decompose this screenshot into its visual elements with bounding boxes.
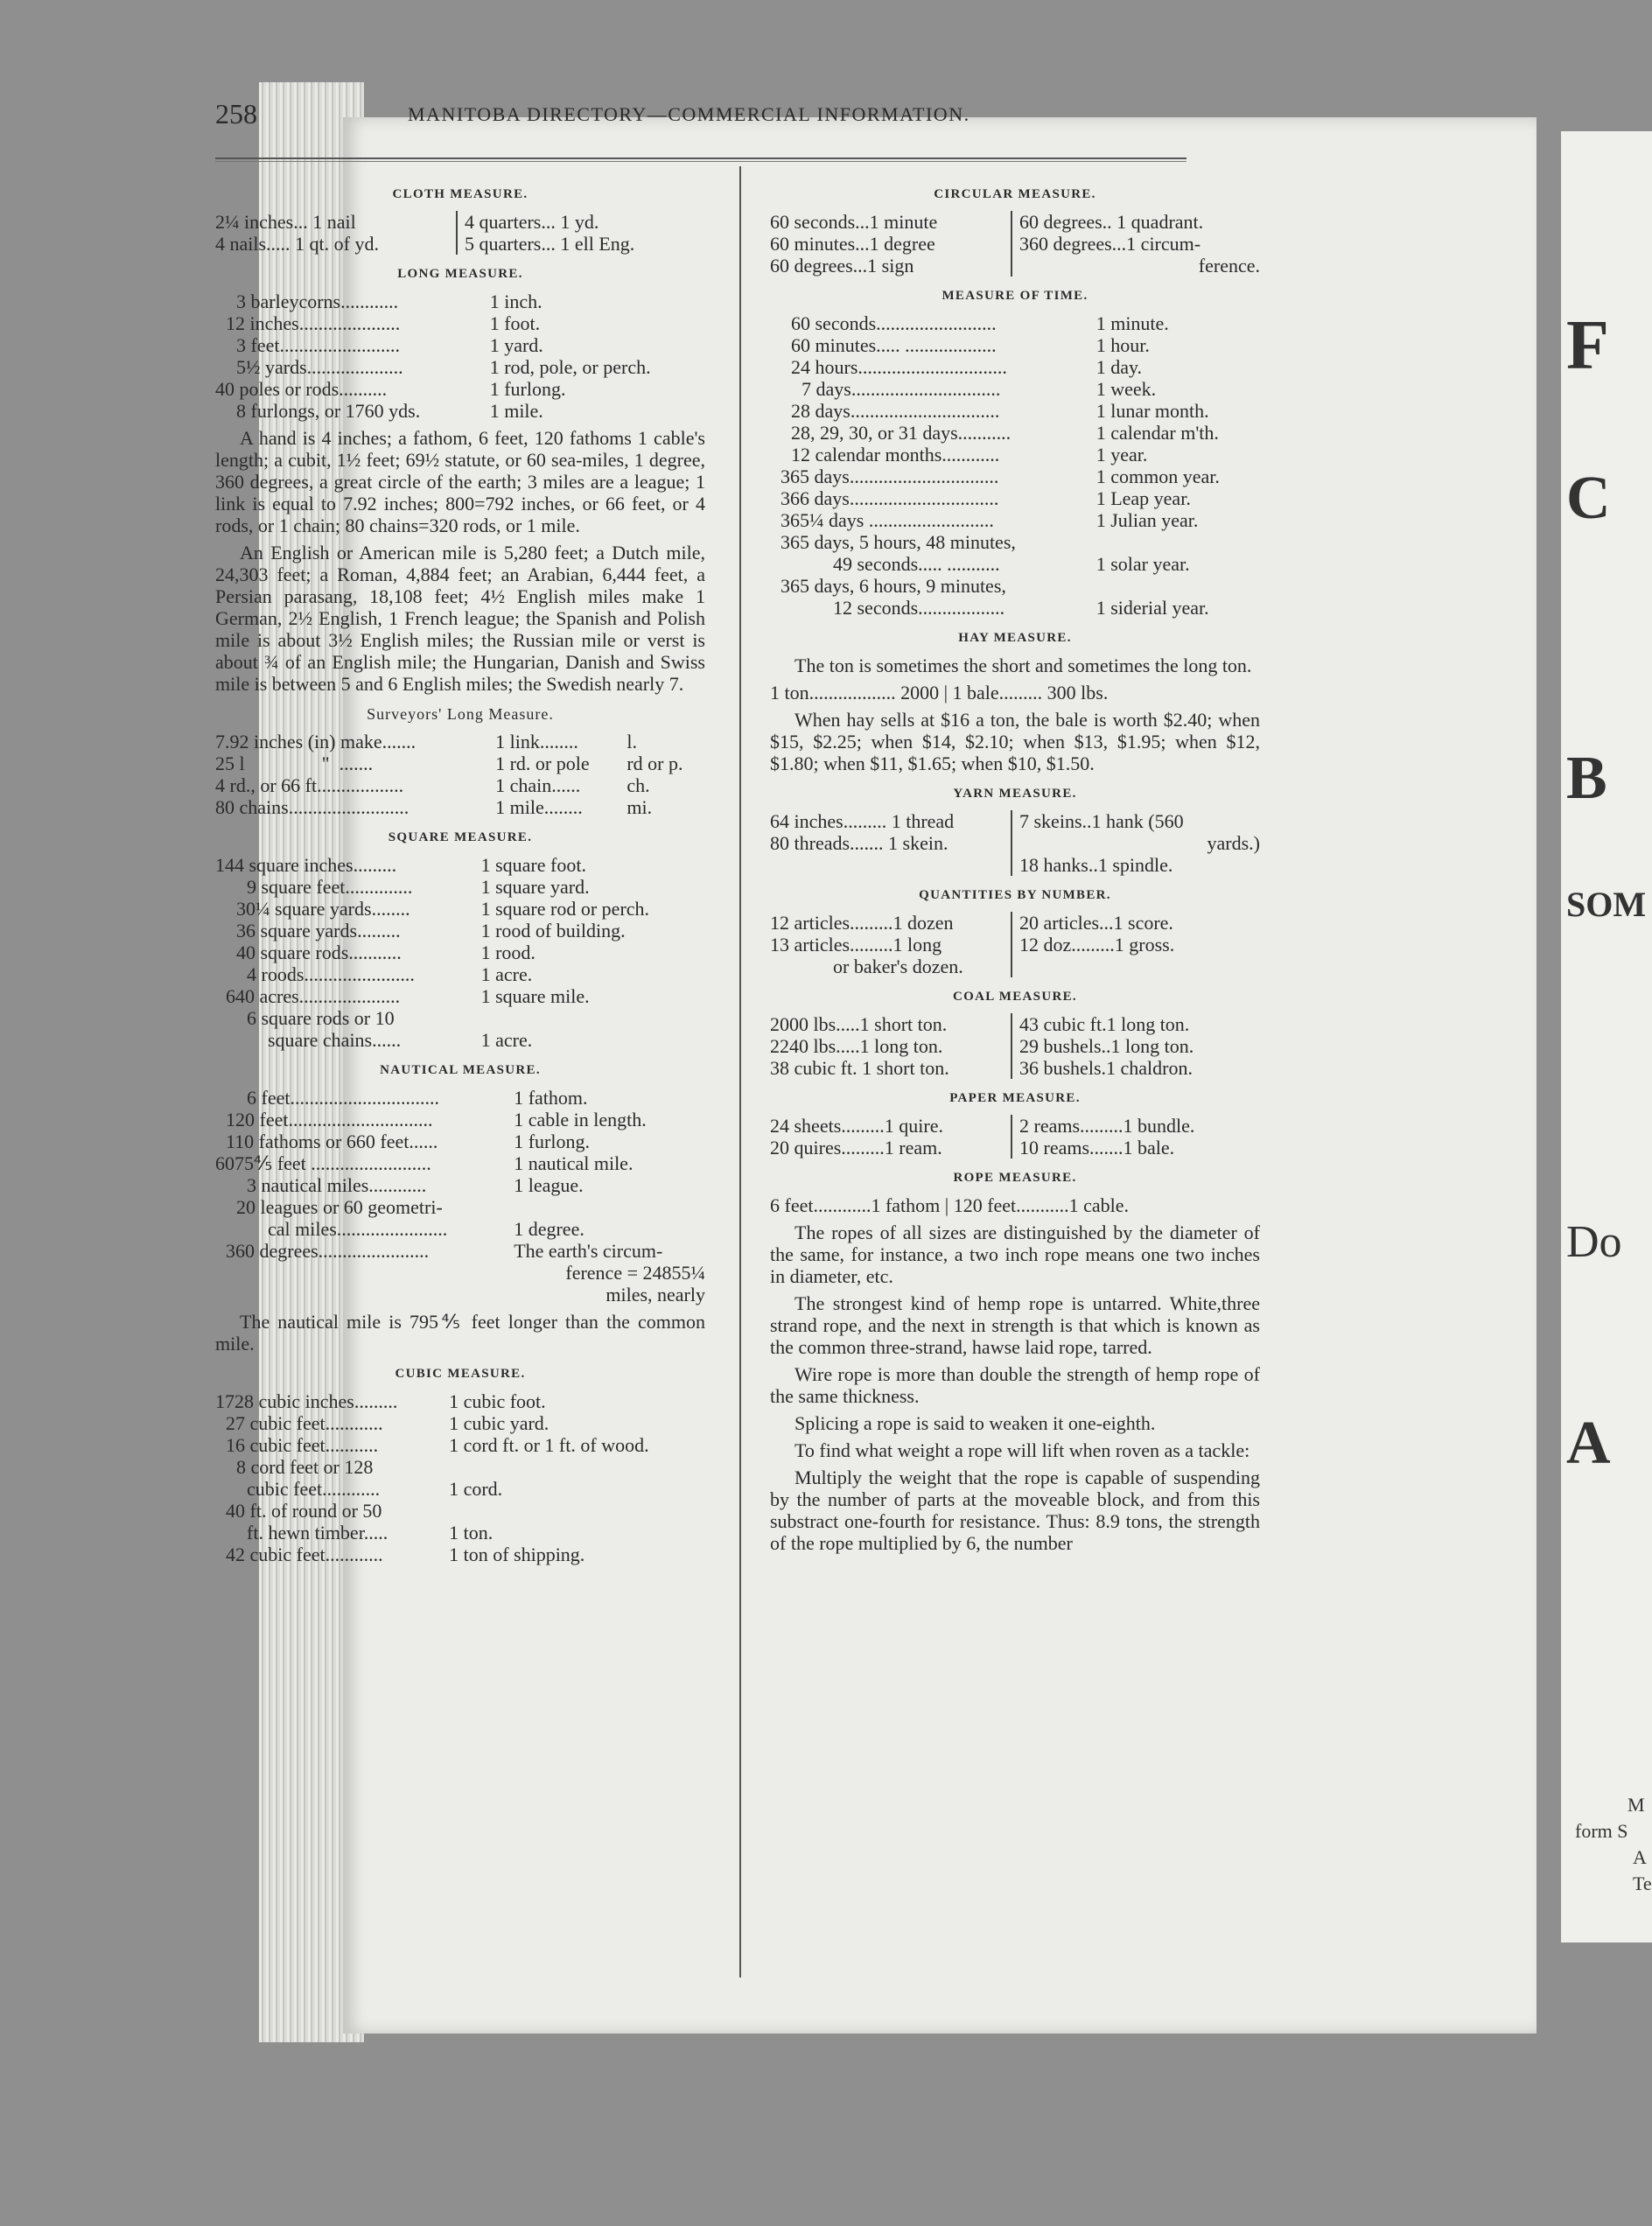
cell: 3 barleycorns............ <box>236 290 399 312</box>
table-row <box>215 1390 705 1412</box>
cell: 5½ yards.................... <box>236 356 403 378</box>
cell: 1 siderial year. <box>1096 597 1209 619</box>
section-heading: HAY MEASURE. <box>958 631 1072 645</box>
cell: 7.92 inches (in) make....... <box>215 731 416 752</box>
cell: 25 l " ....... <box>215 752 374 774</box>
cell: 30¼ square yards........ <box>236 898 410 920</box>
cell <box>514 1196 705 1218</box>
table-row <box>215 1196 705 1218</box>
cell: 1 acre. <box>480 1029 533 1051</box>
table-row <box>215 942 705 963</box>
measure-line: 43 cubic ft.1 long ton. <box>1019 1013 1190 1035</box>
cell: 365 days............................... <box>780 466 999 487</box>
cell <box>1096 575 1260 597</box>
cell: 366 days............................... <box>780 487 999 509</box>
measure-line: 360 degrees...1 circum- <box>1019 233 1201 255</box>
measure-line: 4 quarters... 1 yd. <box>465 211 599 233</box>
cell: 1 link........ <box>495 731 578 752</box>
cell: 4 roods....................... <box>247 963 415 985</box>
table-row <box>770 444 1260 466</box>
facing-fragment: A <box>1566 1410 1611 1477</box>
page-number: 258 <box>215 98 257 130</box>
facing-fragment: C <box>1566 465 1611 532</box>
measure-line: 2¼ inches... 1 nail <box>215 211 356 233</box>
measure-line: 2000 lbs.....1 short ton. <box>770 1013 948 1035</box>
long-measure-table <box>215 290 705 422</box>
cell: 49 seconds..... ........... <box>833 553 1000 575</box>
table-row <box>770 334 1260 356</box>
cell: 1728 cubic inches......... <box>215 1390 398 1412</box>
cell: 36 square yards......... <box>236 920 401 942</box>
cell: 1 lunar month. <box>1096 400 1209 422</box>
table-row <box>215 898 705 920</box>
paragraph: To find what weight a rope will lift when roven as a tackle: <box>794 1439 1250 1461</box>
cell: 365 days, 5 hours, 48 minutes, <box>780 531 1016 553</box>
cell: 120 feet.............................. <box>226 1109 433 1130</box>
measure-line: 12 doz.........1 gross. <box>1019 934 1175 956</box>
measure-line: 29 bushels..1 long ton. <box>1019 1035 1194 1057</box>
cell: 6 square rods or 10 <box>247 1007 395 1029</box>
cell <box>1096 531 1260 553</box>
table-row <box>770 531 1260 553</box>
cell <box>449 1500 705 1522</box>
section-heading: CIRCULAR MEASURE. <box>934 187 1096 201</box>
cell: 16 cubic feet........... <box>226 1434 379 1456</box>
measure-line: or baker's dozen. <box>833 956 963 977</box>
header-rule <box>215 158 1186 162</box>
cell: 12 seconds.................. <box>833 597 1005 619</box>
cell: 28 days............................... <box>791 400 1000 422</box>
cell: 1 rood of building. <box>480 920 626 942</box>
measure-line: ference. <box>1198 255 1260 276</box>
page-header <box>215 98 1186 133</box>
cell: ference = 24855¼ <box>565 1262 705 1284</box>
cell: 42 cubic feet............ <box>226 1544 383 1565</box>
cell: rd or p. <box>626 752 683 774</box>
cell: 6 feet............................... <box>247 1087 439 1109</box>
cell: 60 seconds......................... <box>791 312 997 334</box>
cell: 1 common year. <box>1096 466 1220 487</box>
section-heading: CLOTH MEASURE. <box>392 187 528 201</box>
cell: 24 hours............................... <box>791 356 1007 378</box>
paragraph: When hay sells at $16 a ton, the bale is worth $2.40; when $15, $2.25; when $14, $2.10; when $13, $1.95; when $12, $1.80; when $11, $1.65; when $10, $1.50. <box>770 709 1260 774</box>
cell: 80 chains......................... <box>215 796 410 818</box>
cell: 1 Julian year. <box>1096 509 1199 531</box>
facing-fragment: A <box>1633 1846 1647 1868</box>
measure-line: 60 seconds...1 minute <box>770 211 938 233</box>
section-heading: QUANTITIES BY NUMBER. <box>919 888 1111 902</box>
table-row <box>215 1109 705 1130</box>
cell: 365¼ days .......................... <box>780 509 994 531</box>
cell: 20 leagues or 60 geometri- <box>236 1196 443 1218</box>
measure-line: 64 inches......... 1 thread <box>770 810 955 832</box>
table-row <box>770 487 1260 509</box>
table-row <box>770 553 1260 575</box>
table-row <box>215 1412 705 1434</box>
cell: 3 feet......................... <box>236 334 400 356</box>
cell: miles, nearly <box>606 1284 705 1306</box>
cell: 1 rd. or pole <box>495 752 590 774</box>
cell: 1 day. <box>1096 356 1143 378</box>
cell: 1 minute. <box>1096 312 1169 334</box>
paragraph: Splicing a rope is said to weaken it one-eighth. <box>794 1412 1156 1434</box>
table-row <box>770 509 1260 531</box>
measure-line: 2 reams.........1 bundle. <box>1019 1115 1195 1137</box>
cell <box>449 1456 705 1478</box>
measure-line: 2240 lbs.....1 long ton. <box>770 1035 943 1057</box>
table-row <box>215 1087 705 1109</box>
cell: 1 rood. <box>480 942 536 963</box>
cell: 1 calendar m'th. <box>1096 422 1219 444</box>
cell: 1 ton. <box>449 1522 494 1544</box>
cell: 1 cubic yard. <box>449 1412 550 1434</box>
surveyors-table <box>215 731 705 818</box>
cell: 144 square inches......... <box>215 854 397 876</box>
paragraph: Wire rope is more than double the strength of hemp rope of the same thickness. <box>770 1363 1260 1407</box>
facing-fragment: F <box>1566 307 1609 384</box>
cell: 1 mile........ <box>495 796 583 818</box>
measure-line: yards.) <box>1207 832 1260 854</box>
measure-line: 36 bushels.1 chaldron. <box>1019 1057 1193 1079</box>
cell: 365 days, 6 hours, 9 minutes, <box>780 575 1006 597</box>
measure-line: 60 degrees...1 sign <box>770 255 914 276</box>
cell: 110 fathoms or 660 feet...... <box>226 1130 438 1152</box>
quantities-by-number <box>770 912 1260 977</box>
cell: 1 yard. <box>489 334 543 356</box>
cell: 1 chain...... <box>495 774 581 796</box>
cell: 60 minutes..... ................... <box>791 334 997 356</box>
measure-line: 20 quires.........1 ream. <box>770 1137 942 1158</box>
section-heading: ROPE MEASURE. <box>953 1171 1077 1185</box>
cell: 40 ft. of round or 50 <box>226 1500 382 1522</box>
cell: 1 foot. <box>489 312 541 334</box>
section-heading: LONG MEASURE. <box>397 267 523 281</box>
table-row <box>215 920 705 942</box>
cell: 1 cable in length. <box>514 1109 647 1130</box>
paragraph: The ropes of all sizes are distinguished by the diameter of the same, for instance, a two inch rope means one two inches in diameter, etc. <box>770 1222 1260 1287</box>
cell: cubic feet............ <box>247 1478 381 1500</box>
table-row <box>215 312 705 334</box>
cell: 1 acre. <box>480 963 533 985</box>
section-heading: NAUTICAL MEASURE. <box>380 1063 541 1077</box>
cell: 27 cubic feet............ <box>226 1412 383 1434</box>
facing-fragment: M <box>1628 1794 1645 1816</box>
cell: 1 league. <box>514 1174 584 1196</box>
cell: 1 square mile. <box>480 985 590 1007</box>
table-row <box>770 466 1260 487</box>
table-row <box>770 400 1260 422</box>
cell: 640 acres..................... <box>226 985 401 1007</box>
cell: 1 square foot. <box>480 854 586 876</box>
table-row <box>215 1456 705 1478</box>
coal-measure <box>770 1013 1260 1079</box>
table-row <box>215 876 705 898</box>
cell: 1 square yard. <box>480 876 590 898</box>
table-row <box>215 334 705 356</box>
table-row <box>215 985 705 1007</box>
cell: 1 cord ft. or 1 ft. of wood. <box>449 1434 649 1456</box>
measure-line: 60 minutes...1 degree <box>770 233 935 255</box>
cell <box>481 1007 705 1029</box>
table-row <box>215 1434 705 1456</box>
table-row <box>215 1240 705 1262</box>
measure-line: 18 hanks..1 spindle. <box>1019 854 1173 876</box>
table-row <box>770 422 1260 444</box>
table-row <box>770 575 1260 597</box>
cell: 12 inches..................... <box>226 312 401 334</box>
cloth-measure <box>215 211 705 255</box>
cell: 1 ton of shipping. <box>449 1544 585 1565</box>
cell: 1 mile. <box>489 400 543 422</box>
time-measure-table <box>770 312 1260 619</box>
section-heading: CUBIC MEASURE. <box>395 1367 526 1381</box>
cell: 1 square rod or perch. <box>480 898 650 920</box>
cubic-measure-table <box>215 1390 705 1565</box>
table-row <box>215 1007 705 1029</box>
cell: 1 furlong. <box>489 378 566 400</box>
section-heading: PAPER MEASURE. <box>949 1091 1081 1105</box>
cell: mi. <box>626 796 653 818</box>
cell: 1 year. <box>1096 444 1148 466</box>
facing-fragment: Te <box>1633 1872 1652 1894</box>
right-column <box>770 175 1260 1559</box>
square-measure-table <box>215 854 705 1051</box>
table-row <box>215 1500 705 1522</box>
column-divider <box>739 166 741 1978</box>
table-row <box>215 400 705 422</box>
facing-fragment: B <box>1566 745 1607 812</box>
table-row <box>770 356 1260 378</box>
cell: 6075⅘ feet ......................... <box>215 1152 431 1174</box>
cell: 40 square rods........... <box>236 942 402 963</box>
section-heading: COAL MEASURE. <box>953 990 1077 1004</box>
cell: 1 cord. <box>449 1478 503 1500</box>
cell: 1 week. <box>1096 378 1157 400</box>
cell: 28, 29, 30, or 31 days........... <box>791 422 1012 444</box>
table-row <box>215 731 705 752</box>
cell: square chains...... <box>268 1029 402 1051</box>
cell: 1 hour. <box>1096 334 1150 356</box>
table-row <box>215 1130 705 1152</box>
measure-line: 60 degrees.. 1 quadrant. <box>1019 211 1204 233</box>
cell: 7 days............................... <box>802 378 1001 400</box>
table-row <box>215 774 705 796</box>
section-heading: Surveyors' Long Measure. <box>367 705 554 723</box>
section-heading: MEASURE OF TIME. <box>942 289 1088 303</box>
cell: 360 degrees....................... <box>226 1240 430 1262</box>
cell: l. <box>626 731 637 752</box>
facing-fragment: form S <box>1575 1820 1628 1842</box>
measure-line: 38 cubic ft. 1 short ton. <box>770 1057 949 1079</box>
cell: 1 cubic foot. <box>449 1390 546 1412</box>
table-row <box>215 1478 705 1500</box>
measure-line: 10 reams.......1 bale. <box>1019 1137 1175 1158</box>
table-row <box>215 854 705 876</box>
cell: 8 furlongs, or 1760 yds. <box>236 400 421 422</box>
measure-line: 24 sheets.........1 quire. <box>770 1115 943 1137</box>
table-row <box>770 378 1260 400</box>
paragraph: The ton is sometimes the short and sometimes the long ton. <box>794 654 1252 676</box>
cell: 1 rod, pole, or perch. <box>489 356 651 378</box>
section-heading: SQUARE MEASURE. <box>388 830 533 844</box>
cell: The earth's circum- <box>514 1240 663 1262</box>
table-row <box>215 796 705 818</box>
measure-line: 12 articles.........1 dozen <box>770 912 954 934</box>
table-row <box>215 1174 705 1196</box>
paragraph: A hand is 4 inches; a fathom, 6 feet, 120 fathoms 1 cable's length; a cubit, 1½ feet; 69½ statute, or 60 sea-miles, 1 degree, 360 degrees, a great circle of the earth; 3 miles are a league; 1 link is equal to 7.92 inches; 800=792 inches, or 66 feet, or 4 rods, or 1 chain; 80 chains=320 rods, or 1 mile. <box>215 427 705 536</box>
measure-line: 13 articles.........1 long <box>770 934 942 956</box>
table-row <box>215 1522 705 1544</box>
nautical-measure-table <box>215 1087 705 1306</box>
cell: 1 fathom. <box>514 1087 588 1109</box>
facing-fragment: SOM <box>1566 885 1647 924</box>
table-row <box>215 1262 705 1284</box>
facing-page <box>1561 131 1652 1942</box>
measure-line: 80 threads....... 1 skein. <box>770 832 948 854</box>
table-row <box>770 312 1260 334</box>
cell: cal miles....................... <box>268 1218 448 1240</box>
table-row <box>215 752 705 774</box>
cell: 40 poles or rods.......... <box>215 378 388 400</box>
table-row <box>215 1029 705 1051</box>
cell: 9 square feet.............. <box>247 876 413 898</box>
paragraph: The strongest kind of hemp rope is untarred. White,three strand rope, and the next in strength is that which is known as the common three-strand, hawse laid rope, tarred. <box>770 1292 1260 1358</box>
table-row <box>215 378 705 400</box>
measure-line: 4 nails..... 1 qt. of yd. <box>215 233 379 255</box>
table-row <box>215 356 705 378</box>
cell <box>215 1262 514 1284</box>
measure-line: 1 ton.................. 2000 | 1 bale......... 300 lbs. <box>770 682 1109 704</box>
cell: 4 rd., or 66 ft.................. <box>215 774 404 796</box>
running-title: MANITOBA DIRECTORY—COMMERCIAL INFORMATION. <box>408 103 970 125</box>
table-row <box>215 1152 705 1174</box>
cell: 12 calendar months............ <box>791 444 1000 466</box>
measure-line: 5 quarters... 1 ell Eng. <box>465 233 635 255</box>
table-row <box>770 597 1260 619</box>
measure-line: 7 skeins..1 hank (560 <box>1019 810 1184 832</box>
cell: 8 cord feet or 128 <box>236 1456 374 1478</box>
section-heading: YARN MEASURE. <box>953 787 1077 801</box>
paragraph: An English or American mile is 5,280 feet; a Dutch mile, 24,303 feet; a Roman, 4,884 feet; an Arabian, 6,444 feet, a Persian parasang, 18,108 feet; 4½ English miles make 1 German, 2½ English, 1 French league; the Spanish and Polish mile is about 3½ English miles; the Russian mile or verst is about ¾ of an English mile; the Hungarian, Danish and Swiss mile is between 5 and 6 English miles; the Swedish nearly 7. <box>215 542 705 695</box>
cell: 1 inch. <box>489 290 542 312</box>
cell: 1 solar year. <box>1096 553 1190 575</box>
table-row <box>215 290 705 312</box>
cell: ft. hewn timber..... <box>247 1522 388 1544</box>
cell: 3 nautical miles............ <box>247 1174 427 1196</box>
measure-line: 20 articles...1 score. <box>1019 912 1173 934</box>
paragraph: The nautical mile is 795⅘ feet longer than the common mile. <box>215 1311 705 1354</box>
paper-measure <box>770 1115 1260 1158</box>
table-row <box>215 1544 705 1565</box>
facing-fragment: Do <box>1566 1217 1622 1267</box>
table-row <box>215 1218 705 1240</box>
cell: 1 nautical mile. <box>514 1152 634 1174</box>
circular-measure <box>770 211 1260 276</box>
cell: ch. <box>626 774 650 796</box>
yarn-measure <box>770 810 1260 876</box>
cell <box>215 1284 514 1306</box>
cell: 1 furlong. <box>514 1130 590 1152</box>
cell: 1 degree. <box>514 1218 584 1240</box>
table-row <box>215 1284 705 1306</box>
measure-line: 6 feet............1 fathom | 120 feet...........1 cable. <box>770 1194 1130 1216</box>
left-column <box>215 175 705 1565</box>
paragraph: Multiply the weight that the rope is capable of suspending by the number of parts at the moveable block, and from this substract one-fourth for resistance. Thus: 8.9 tons, the strength of the rope multiplied by 6, the number <box>770 1466 1260 1554</box>
cell: 1 Leap year. <box>1096 487 1191 509</box>
table-row <box>215 963 705 985</box>
